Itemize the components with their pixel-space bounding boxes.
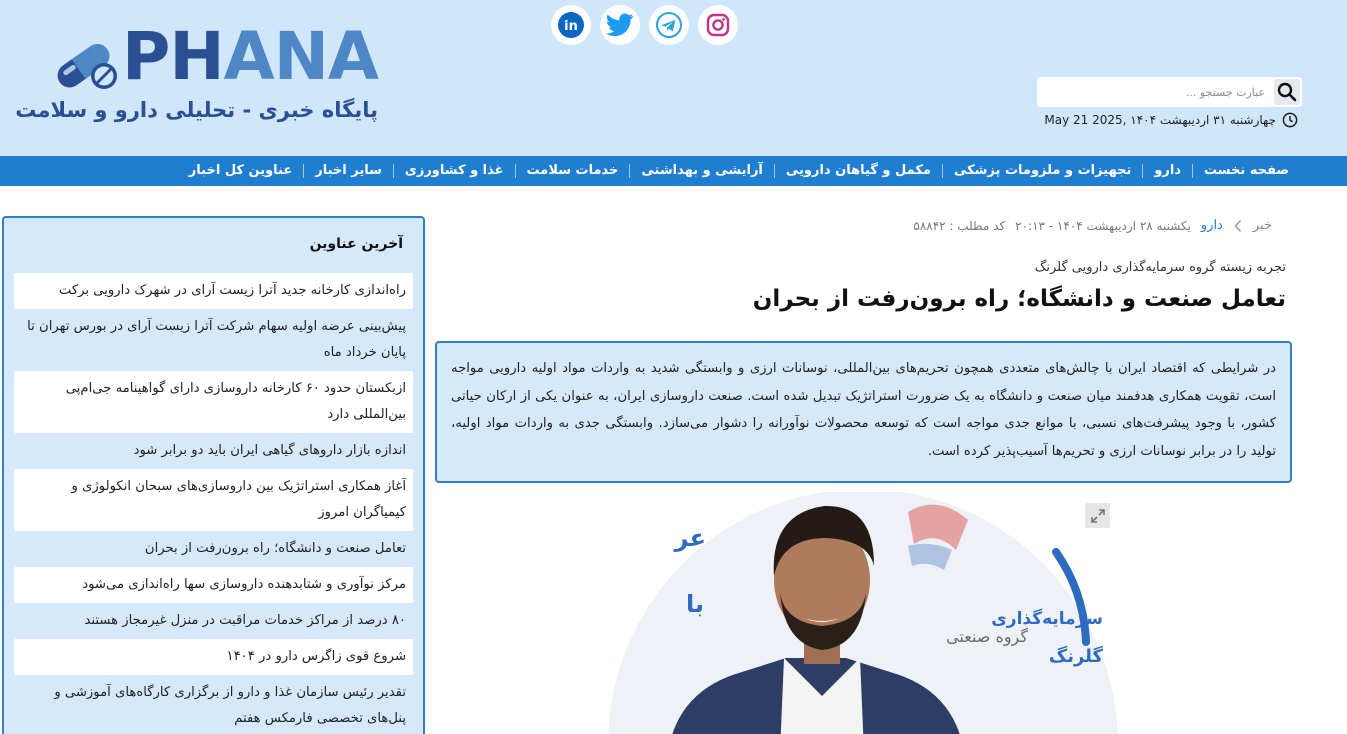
- nav-separator: [303, 164, 304, 178]
- breadcrumb-home[interactable]: خبر: [1252, 218, 1272, 233]
- pill-logo-icon: [50, 34, 122, 94]
- nav-separator: [1142, 164, 1143, 178]
- nav-separator: [942, 164, 943, 178]
- nav-separator: [515, 164, 516, 178]
- instagram-link[interactable]: [698, 5, 738, 45]
- twitter-icon: [606, 13, 634, 37]
- linkedin-link[interactable]: [551, 5, 591, 45]
- article-photo-image: [608, 492, 1118, 734]
- linkedin-icon: [558, 12, 584, 38]
- telegram-link[interactable]: [649, 5, 689, 45]
- logo-wordmark: [122, 18, 379, 95]
- nav-separator: [393, 164, 394, 178]
- list-item[interactable]: آغاز همکاری استراتژیک بین داروسازی‌های سبحان انکولوژی و کیمیاگران امروز: [14, 469, 413, 531]
- photo-text-group: گروه صنعتی: [946, 627, 1028, 646]
- list-item[interactable]: مرکز نوآوری و شتابدهنده داروسازی سها راه‌اندازی می‌شود: [14, 567, 413, 603]
- photo-text-golrang: گلرنگ: [1048, 646, 1103, 667]
- article-photo[interactable]: [608, 492, 1118, 734]
- search-box: [1037, 77, 1302, 107]
- search-input[interactable]: [1045, 77, 1265, 107]
- article-summary: در شرایطی که اقتصاد ایران با چالش‌های متعددی همچون تحریم‌های بین‌المللی، نوسانات ارزی و وابستگی شدید به واردات مواد اولیه دارویی مواجه است، تقویت همکاری هدفمند میان صنعت و دانشگاه به یک ضرورت استراتژیک تبدیل شده است. صنعت داروسازی ایران، به عنوان یکی از ارکان حیاتی کشور، با وجود پیشرفت‌های نسبی، با موانع جدی مواجه است که توسعه محصولات نوآورانه را دشوار می‌سازد. وابستگی جدی به واردات مواد اولیه، تولید را در برابر نوسانات ارزی و تحریم‌ها آسیب‌پذیر کرده است.: [435, 341, 1292, 483]
- expand-image-button[interactable]: [1085, 503, 1110, 528]
- clock-icon: [1282, 112, 1298, 128]
- publish-date: یکشنبه ۲۸ اردیبهشت ۱۴۰۴ - ۲۰:۱۳: [1015, 218, 1191, 233]
- nav-item-cosmetics[interactable]: آرایشی و بهداشتی: [641, 163, 763, 178]
- logo-wordmark-part-1: PH: [122, 18, 224, 95]
- article-meta: [913, 218, 1272, 233]
- nav-item-other-news[interactable]: سایر اخبار: [315, 163, 382, 178]
- nav-item-all-titles[interactable]: عناوین کل اخبار: [188, 163, 293, 178]
- nav-item-health-services[interactable]: خدمات سلامت: [526, 163, 619, 178]
- site-tagline: پایگاه خبری - تحلیلی دارو و سلامت: [15, 98, 378, 122]
- site-header: [0, 0, 1347, 156]
- nav-item-medical-equipment[interactable]: تجهیزات و ملزومات پزشکی: [953, 163, 1132, 178]
- search-icon: [1277, 82, 1297, 102]
- photo-text-investment: سرمایه‌گذاری: [991, 609, 1103, 629]
- instagram-icon: [706, 13, 730, 37]
- nav-item-home[interactable]: صفحه نخست: [1204, 163, 1289, 178]
- site-logo[interactable]: [15, 18, 388, 128]
- latest-titles-panel: [2, 216, 425, 734]
- nav-item-drug[interactable]: دارو: [1154, 163, 1182, 178]
- breadcrumb-category[interactable]: دارو: [1200, 218, 1223, 233]
- list-item[interactable]: اندازه بازار داروهای گیاهی ایران باید دو برابر شود: [133, 443, 406, 458]
- list-item[interactable]: تقدیر رئیس سازمان غذا و دارو از برگزاری کارگاه‌های آموزشی و پنل‌های تخصصی فارمکس هفتم: [54, 685, 406, 726]
- nav-separator: [1192, 164, 1193, 178]
- nav-item-supplements[interactable]: مکمل و گیاهان دارویی: [785, 163, 931, 178]
- article: [430, 202, 1306, 734]
- list-item[interactable]: راه‌اندازی کارخانه جدید آترا زیست آرای در شهرک دارویی برکت: [14, 273, 413, 309]
- chevron-left-icon: [1233, 219, 1243, 233]
- current-date: [1040, 112, 1298, 128]
- latest-titles-list: [14, 273, 413, 734]
- telegram-icon: [656, 12, 682, 38]
- list-item[interactable]: تعامل صنعت و دانشگاه؛ راه برون‌رفت از بحران: [144, 541, 406, 556]
- nav-item-food-agriculture[interactable]: غذا و کشاورزی: [404, 163, 504, 178]
- logo-wordmark-part-2: ANA: [223, 18, 379, 95]
- list-item[interactable]: ۸۰ درصد از مراکز خدمات مراقبت در منزل غیرمجاز هستند: [84, 613, 406, 628]
- expand-icon: [1090, 508, 1106, 524]
- photo-text-left-2: با: [685, 590, 704, 618]
- nav-separator: [774, 164, 775, 178]
- twitter-link[interactable]: [600, 5, 640, 45]
- nav-separator: [629, 164, 630, 178]
- nav-items: [178, 156, 1300, 186]
- main-nav: [0, 156, 1347, 186]
- latest-titles-heading: آخرین عناوین: [309, 236, 403, 252]
- list-item[interactable]: ازبکستان حدود ۶۰ کارخانه داروسازی دارای گواهینامه جی‌ام‌پی بین‌المللی دارد: [14, 371, 413, 433]
- article-title: تعامل صنعت و دانشگاه؛ راه برون‌رفت از بحران: [752, 286, 1286, 312]
- linkedin-icon-label: in: [564, 19, 578, 34]
- photo-text-left-1: عر: [674, 524, 706, 552]
- date-text: چهارشنبه ۳۱ اردیبهشت ۱۴۰۴ ,2025 May 21: [1044, 113, 1276, 127]
- article-lead-title: تجربه زیسته گروه سرمایه‌گذاری دارویی گلرنگ: [1034, 260, 1286, 275]
- article-code: کد مطلب : ۵۸۸۴۲: [913, 218, 1006, 233]
- search-button[interactable]: [1274, 79, 1300, 105]
- list-item[interactable]: پیش‌بینی عرضه اولیه سهام شرکت آترا زیست آرای در بورس تهران تا پایان خرداد ماه: [27, 319, 406, 360]
- social-links: [551, 5, 738, 45]
- list-item[interactable]: شروع قوی زاگرس دارو در ۱۴۰۴: [14, 639, 413, 675]
